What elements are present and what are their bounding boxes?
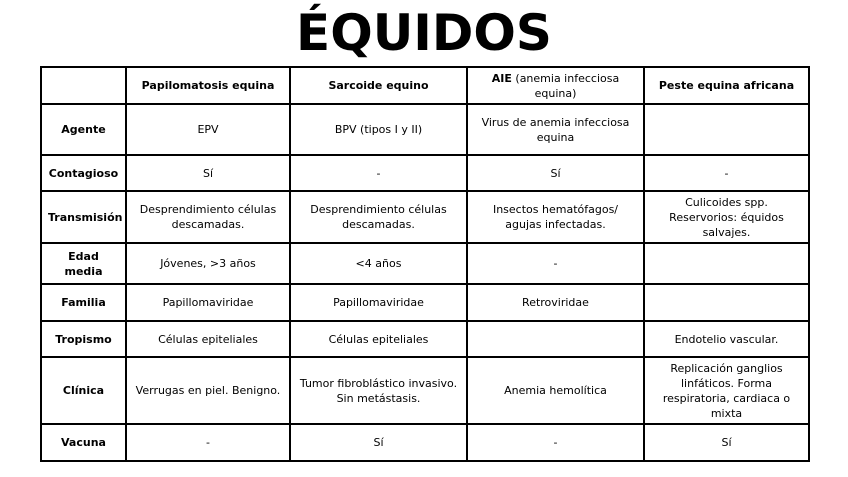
- table-cell: Verrugas en piel. Benigno.: [126, 357, 290, 424]
- row-label: Vacuna: [41, 424, 126, 461]
- table-cell: Endotelio vascular.: [644, 321, 809, 357]
- column-header: Peste equina africana: [644, 67, 809, 104]
- header-cell-empty: [41, 67, 126, 104]
- table-cell: EPV: [126, 104, 290, 155]
- row-label: Tropismo: [41, 321, 126, 357]
- table-cell: Tumor fibroblástico invasivo. Sin metástasis.: [290, 357, 467, 424]
- row-label: Clínica: [41, 357, 126, 424]
- table-cell: Anemia hemolítica: [467, 357, 644, 424]
- table-cell: -: [467, 424, 644, 461]
- table-cell: Sí: [467, 155, 644, 191]
- table-cell: Sí: [290, 424, 467, 461]
- table-row: [41, 104, 809, 155]
- table-cell: Retroviridae: [467, 284, 644, 321]
- table-row: [41, 243, 809, 284]
- table-cell: Sí: [126, 155, 290, 191]
- table-cell: Virus de anemia infecciosa equina: [467, 104, 644, 155]
- table-cell: Culicoides spp. Reservorios: équidos salvajes.: [644, 191, 809, 243]
- row-label: Familia: [41, 284, 126, 321]
- table-cell: Jóvenes, >3 años: [126, 243, 290, 284]
- table-cell: -: [290, 155, 467, 191]
- table-cell: <4 años: [290, 243, 467, 284]
- table-cell: Desprendimiento células descamadas.: [290, 191, 467, 243]
- table-cell: Replicación ganglios linfáticos. Forma respiratoria, cardiaca o mixta: [644, 357, 809, 424]
- table-cell: -: [126, 424, 290, 461]
- table-cell: Células epiteliales: [290, 321, 467, 357]
- table-row: [41, 155, 809, 191]
- table-cell: [644, 284, 809, 321]
- row-label: Transmisión: [41, 191, 126, 243]
- table-row: [41, 357, 809, 424]
- column-header: Sarcoide equino: [290, 67, 467, 104]
- table-cell: -: [644, 155, 809, 191]
- table-cell: Células epiteliales: [126, 321, 290, 357]
- table-cell: [644, 243, 809, 284]
- table-cell: Insectos hematófagos/ agujas infectadas.: [467, 191, 644, 243]
- table-cell: Papillomaviridae: [290, 284, 467, 321]
- table-header-row: [41, 67, 809, 104]
- table-cell: Papillomaviridae: [126, 284, 290, 321]
- table-row: [41, 424, 809, 461]
- row-label: Edad media: [41, 243, 126, 284]
- table-cell: -: [467, 243, 644, 284]
- row-label: Agente: [41, 104, 126, 155]
- table-cell: [467, 321, 644, 357]
- table-cell: Desprendimiento células descamadas.: [126, 191, 290, 243]
- table-cell: Sí: [644, 424, 809, 461]
- table-cell: [644, 104, 809, 155]
- column-header: Papilomatosis equina: [126, 67, 290, 104]
- table-cell: BPV (tipos I y II): [290, 104, 467, 155]
- column-header: AIE (anemia infecciosa equina): [467, 67, 644, 104]
- page-title: ÉQUIDOS: [296, 4, 552, 62]
- equine-diseases-table: [40, 66, 810, 462]
- table-row: [41, 284, 809, 321]
- table-row: [41, 191, 809, 243]
- table-row: [41, 321, 809, 357]
- row-label: Contagioso: [41, 155, 126, 191]
